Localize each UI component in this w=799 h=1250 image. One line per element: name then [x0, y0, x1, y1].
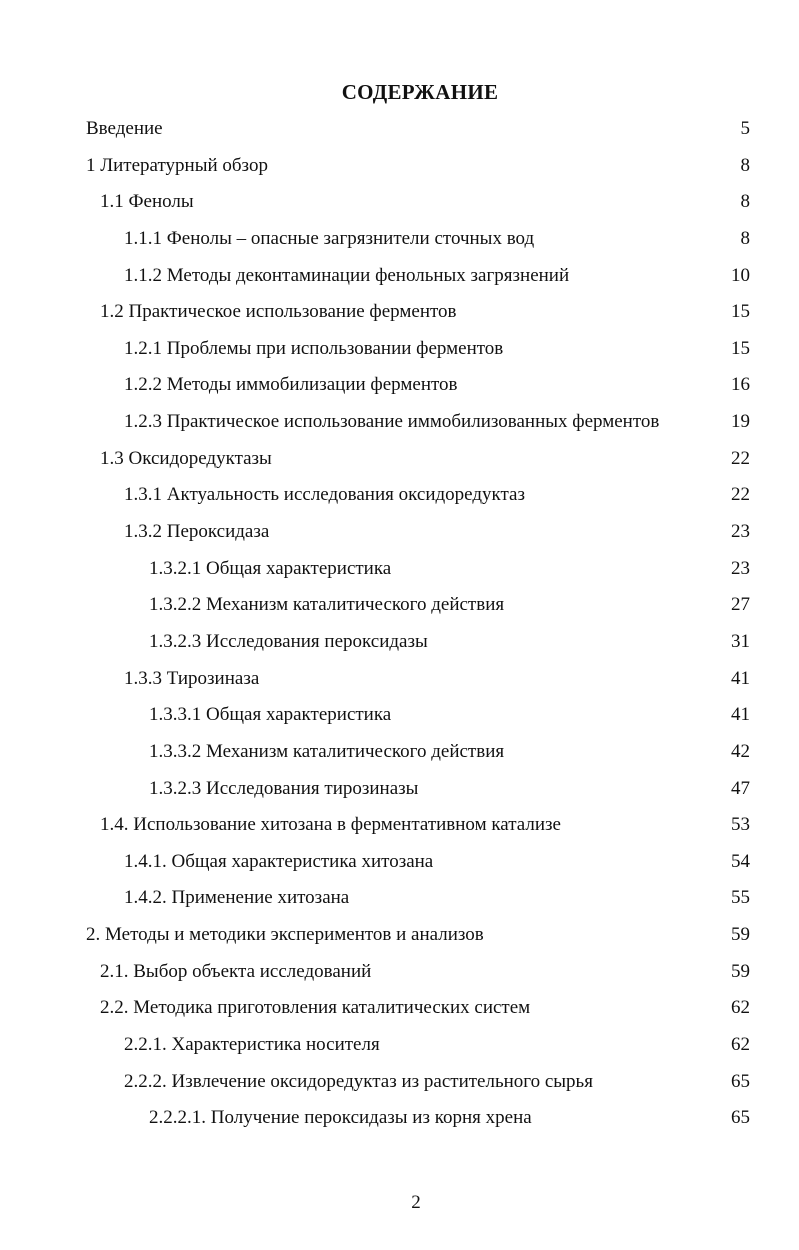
toc-entry — [0, 515, 799, 552]
toc-entry — [0, 918, 799, 955]
toc-entry-page: 42 — [731, 740, 750, 762]
toc-entry-page: 22 — [731, 447, 750, 469]
toc-entry — [0, 881, 799, 918]
toc-entry-label: Введение — [86, 118, 163, 139]
toc-entry-label: 1.4.2. Применение хитозана — [124, 887, 350, 909]
toc-entry-label: 1.3.3.2 Механизм каталитического действия — [149, 740, 505, 762]
toc-entry-label: 1.3.2.1 Общая характеристика — [149, 557, 392, 579]
toc-entry-page: 23 — [731, 521, 750, 543]
toc-entry-label: 1.3.2.3 Исследования тирозиназы — [149, 777, 419, 799]
toc-entry-label: 1 Литературный обзор — [86, 154, 268, 176]
toc-entry — [0, 955, 799, 992]
toc-entry — [0, 735, 799, 772]
toc-entry-page: 59 — [731, 924, 750, 946]
toc-entry — [0, 405, 799, 442]
toc-entry-page: 53 — [731, 814, 750, 836]
toc-entry-label: 2.2.2.1. Получение пероксидазы из корня хрена — [149, 1107, 532, 1129]
toc-entry-label: 1.4. Использование хитозана в ферментативном катализе — [100, 814, 561, 836]
toc-entry-page: 16 — [731, 374, 750, 396]
toc-entry-label: 2.2.2. Извлечение оксидоредуктаз из растительного сырья — [124, 1070, 593, 1092]
toc-entry-label: 1.1.1 Фенолы – опасные загрязнители сточных вод — [124, 227, 535, 249]
toc-entry-label: 1.3.2 Пероксидаза — [124, 521, 270, 543]
toc-entry-page: 19 — [731, 411, 750, 433]
toc-entry — [0, 662, 799, 699]
toc-entry-page: 22 — [731, 484, 750, 506]
toc-entry-page: 41 — [731, 667, 750, 689]
toc-entry-page: 65 — [731, 1070, 750, 1092]
toc-entry — [0, 149, 799, 186]
toc-entry-label: 2. Методы и методики экспериментов и анализов — [86, 924, 484, 946]
toc-entry — [0, 698, 799, 735]
toc-entry — [0, 442, 799, 479]
toc-entry-label: 1.2.2 Методы иммобилизации ферментов — [124, 374, 458, 396]
toc-entry — [0, 588, 799, 625]
table-of-contents — [0, 112, 799, 1138]
toc-entry-label: 1.3.2.3 Исследования пероксидазы — [149, 630, 428, 652]
toc-entry-page: 31 — [731, 630, 750, 652]
toc-entry-page: 62 — [731, 1034, 750, 1056]
toc-entry-page: 62 — [731, 997, 750, 1019]
toc-entry — [0, 259, 799, 296]
toc-entry-label: 1.4.1. Общая характеристика хитозана — [124, 850, 434, 872]
toc-entry — [0, 185, 799, 222]
toc-entry-label: 1.1.2 Методы деконтаминации фенольных загрязнений — [124, 264, 570, 286]
toc-entry — [0, 808, 799, 845]
page-number: 2 — [411, 1192, 421, 1213]
toc-entry-label: 1.2.1 Проблемы при использовании ферментов — [124, 337, 504, 359]
toc-entry-page: 55 — [731, 887, 750, 909]
toc-entry-page: 5 — [740, 118, 750, 139]
toc-entry-page: 10 — [731, 264, 750, 286]
toc-entry-label: 1.2 Практическое использование ферментов — [100, 301, 457, 323]
toc-entry-label: 1.3.3 Тирозиназа — [124, 667, 260, 689]
toc-entry-page: 8 — [740, 191, 750, 213]
toc-entry — [0, 1028, 799, 1065]
toc-entry-label: 1.3.1 Актуальность исследования оксидоредуктаз — [124, 484, 525, 506]
toc-entry-label: 1.3.2.2 Механизм каталитического действия — [149, 594, 505, 616]
toc-entry-page: 54 — [731, 850, 750, 872]
page-title: СОДЕРЖАНИЕ — [341, 80, 499, 104]
toc-entry-page: 8 — [740, 154, 750, 176]
toc-entry-label: 1.3.3.1 Общая характеристика — [149, 704, 392, 726]
toc-entry — [0, 295, 799, 332]
toc-entry-page: 41 — [731, 704, 750, 726]
toc-entry-page: 15 — [731, 337, 750, 359]
toc-entry — [0, 991, 799, 1028]
toc-entry-label: 2.2. Методика приготовления каталитических систем — [100, 997, 531, 1019]
toc-entry-label: 1.3 Оксидоредуктазы — [100, 447, 272, 469]
toc-entry — [0, 222, 799, 259]
toc-entry-page: 59 — [731, 960, 750, 982]
toc-entry-label: 2.2.1. Характеристика носителя — [124, 1034, 380, 1056]
toc-entry — [0, 772, 799, 809]
toc-entry — [0, 368, 799, 405]
toc-entry-label: 2.1. Выбор объекта исследований — [100, 960, 372, 982]
toc-entry-page: 23 — [731, 557, 750, 579]
toc-entry — [0, 332, 799, 369]
toc-entry — [0, 1065, 799, 1102]
toc-entry-label: 1.1 Фенолы — [100, 191, 194, 213]
toc-entry-page: 65 — [731, 1107, 750, 1129]
toc-entry — [0, 1101, 799, 1138]
toc-entry-page: 27 — [731, 594, 750, 616]
toc-entry-page: 8 — [740, 227, 750, 249]
toc-entry — [0, 625, 799, 662]
toc-entry-page: 47 — [731, 777, 750, 799]
toc-entry-page: 15 — [731, 301, 750, 323]
toc-entry — [0, 478, 799, 515]
toc-entry — [0, 552, 799, 589]
toc-entry — [0, 845, 799, 882]
toc-entry — [0, 112, 799, 149]
toc-entry-label: 1.2.3 Практическое использование иммобилизованных ферментов — [124, 411, 660, 433]
